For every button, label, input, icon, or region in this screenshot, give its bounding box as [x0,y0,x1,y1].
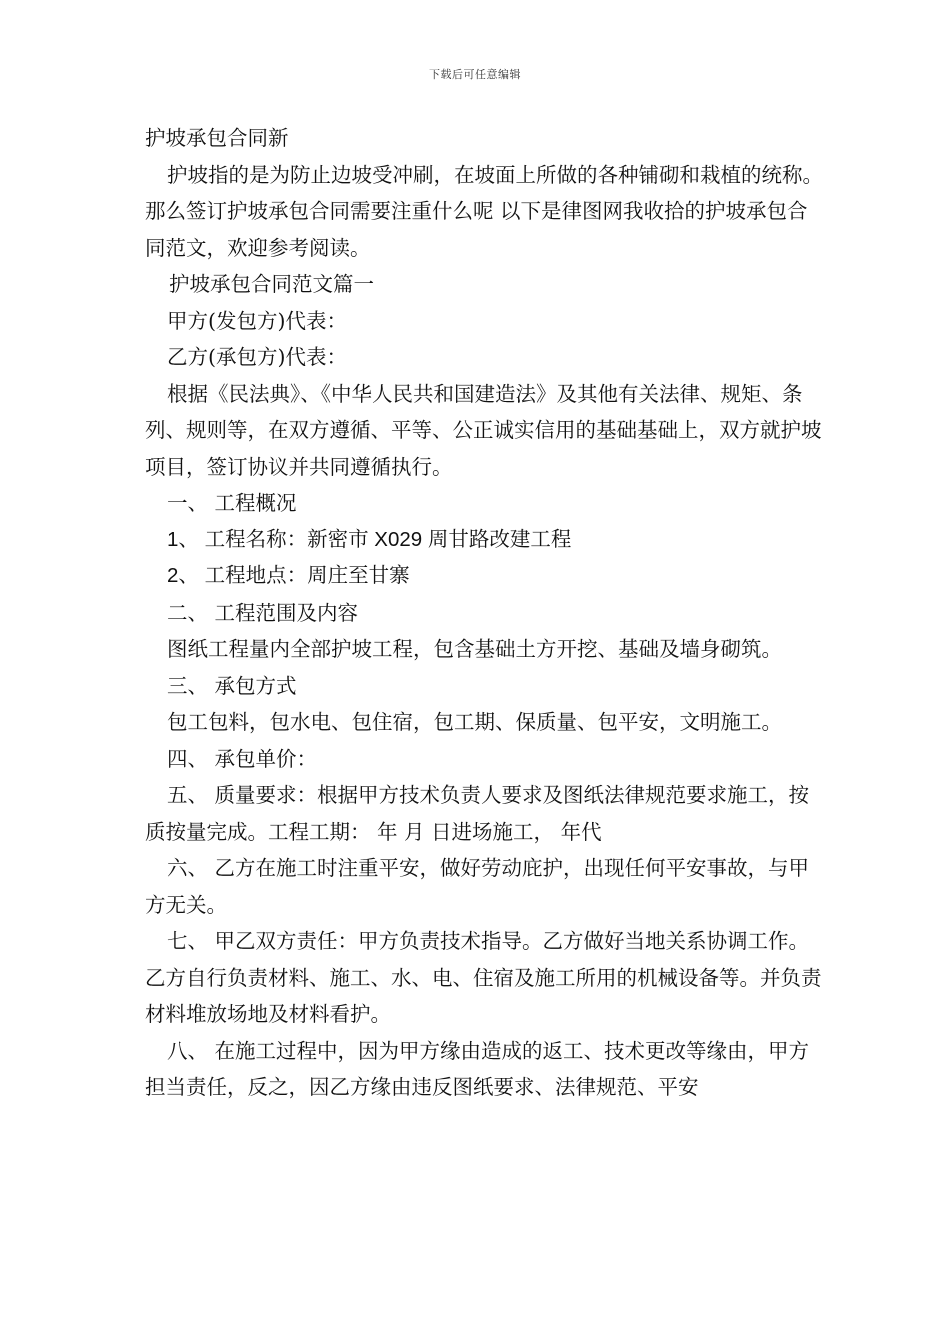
heading-two: 二、 工程范围及内容 [167,600,359,625]
party-b-line: 乙方(承包方)代表： [167,345,347,369]
header-note: 下载后可任意编辑 [429,68,521,81]
scope-paragraph: 图纸工程量内全部护坡工程，包含基础土方开挖、基础及墙身砌筑。 [167,637,782,661]
heading-three: 三、 承包方式 [167,673,297,698]
heading-one: 一、 工程概况 [167,491,297,515]
party-a-line: 甲方(发包方)代表： [167,308,347,333]
basis-paragraph: 根据《民法典》、《中华人民共和国建造法》及其他有关法律、规矩、条列、规则等，在双方遵循、平等、公正诚实信用的基础基础上，双方就护坡项目，签订协议并共同遵循执行。 [145,381,822,479]
paragraph-five: 五、 质量要求：根据甲方技术负责人要求及图纸法律规范要求施工，按质按量完成。工程工期： 年 月 日进场施工， 年代 [145,783,810,844]
section-title: 护坡承包合同范文篇一 [169,272,374,296]
method-paragraph: 包工包料，包水电、包住宿，包工期、保质量、包平安，文明施工。 [167,710,782,734]
item-one: 1、 工程名称：新密市 X029 周甘路改建工程 [167,527,572,551]
document-title: 护坡承包合同新 [145,126,289,150]
heading-four: 四、 承包单价： [167,746,318,771]
paragraph-six: 六、 乙方在施工时注重平安，做好劳动庇护，出现任何平安事故，与甲方无关。 [145,856,810,917]
document-body [145,120,825,1106]
paragraph-seven: 七、 甲乙双方责任：甲方负责技术指导。乙方做好当地关系协调工作。乙方自行负责材料、施工、水、电、住宿及施工所用的机械设备等。并负责材料堆放场地及材料看护。 [145,929,822,1026]
intro-paragraph: 护坡指的是为防止边坡受冲刷，在坡面上所做的各种铺砌和栽植的统称。那么签订护坡承包合同需要注重什么呢 以下是律图网我收拾的护坡承包合同范文，欢迎参考阅读。 [145,162,823,260]
item-two: 2、 工程地点：周庄至甘寨 [167,564,410,587]
paragraph-eight: 八、 在施工过程中，因为甲方缘由造成的返工、技术更改等缘由，甲方担当责任，反之，因乙方缘由违反图纸要求、法律规范、平安 [145,1038,810,1099]
